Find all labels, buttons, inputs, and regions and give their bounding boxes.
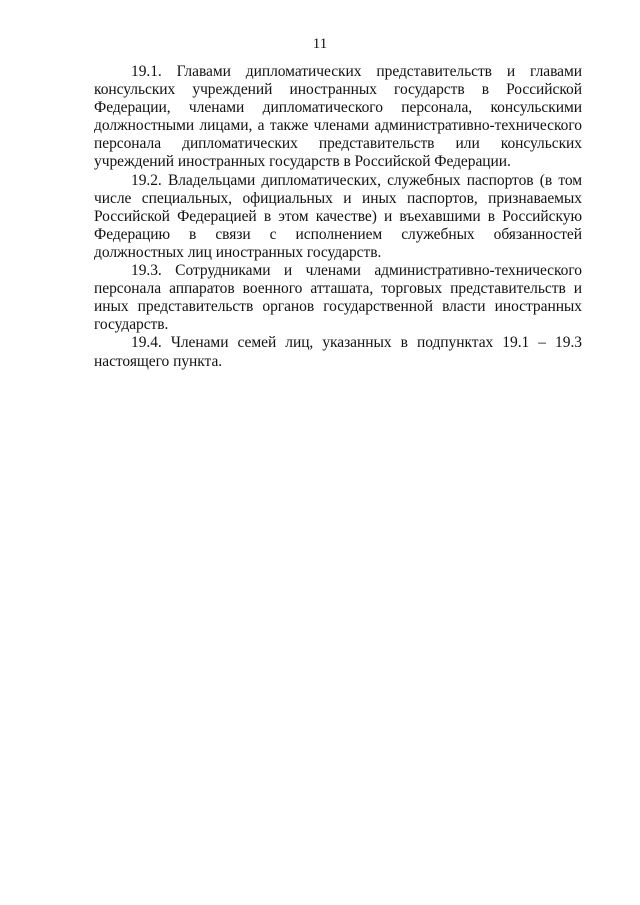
page-number: 11	[312, 36, 328, 52]
paragraph-19-4: 19.4. Членами семей лиц, указанных в подпунктах 19.1 – 19.3 настоящего пункта.	[94, 334, 582, 370]
document-body	[94, 63, 582, 371]
paragraph-19-3: 19.3. Сотрудниками и членами административно-технического персонала аппаратов военного атташата, торговых представительств и иных представительств органов государственной власти иностранных государств.	[94, 262, 582, 334]
paragraph-19-1: 19.1. Главами дипломатических представительств и главами консульских учреждений иностранных государств в Российской Федерации, членами дипломатического персонала, консульскими должностными лицами, а также членами административно-технического персонала дипломатических представительств или консульских учреждений иностранных государств в Российской Федерации.	[94, 63, 582, 171]
paragraph-19-2: 19.2. Владельцами дипломатических, служебных паспортов (в том числе специальных, официальных и иных паспортов, признаваемых Российской Федерацией в этом качестве) и въехавшими в Российскую Федерацию в связи с исполнением служебных обязанностей должностных лиц иностранных государств.	[94, 171, 582, 261]
